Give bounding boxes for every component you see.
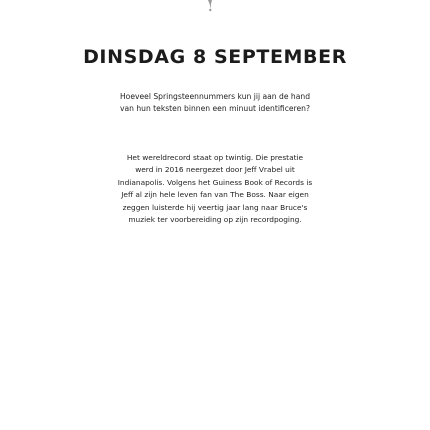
quiz-answer xyxy=(0,152,430,226)
answer-line: Het wereldrecord staat op twintig. Die prestatie xyxy=(126,153,304,162)
answer-line: werd in 2016 neergezet door Jeff Vrabel uit xyxy=(135,165,295,175)
quiz-question xyxy=(0,91,430,115)
answer-line: muziek ter voorbereiding op zijn recordpoging. xyxy=(128,215,302,225)
answer-line: zeggen luisterde hij veertig jaar lang naar Bruce's xyxy=(122,202,308,212)
question-line: Hoeveel Springsteennummers kun jij aan de hand xyxy=(119,92,311,101)
answer-line: Indianapolis. Volgens het Guiness Book of Records is xyxy=(117,177,313,187)
answer-line: Jeff al zijn hele leven fan van The Boss. Naar eigen xyxy=(121,190,309,200)
question-line: van hun teksten binnen een minuut identificeren? xyxy=(119,104,311,113)
ink-splash-decoration xyxy=(190,0,230,12)
page-date-heading: DINSDAG 8 SEPTEMBER xyxy=(83,46,347,68)
